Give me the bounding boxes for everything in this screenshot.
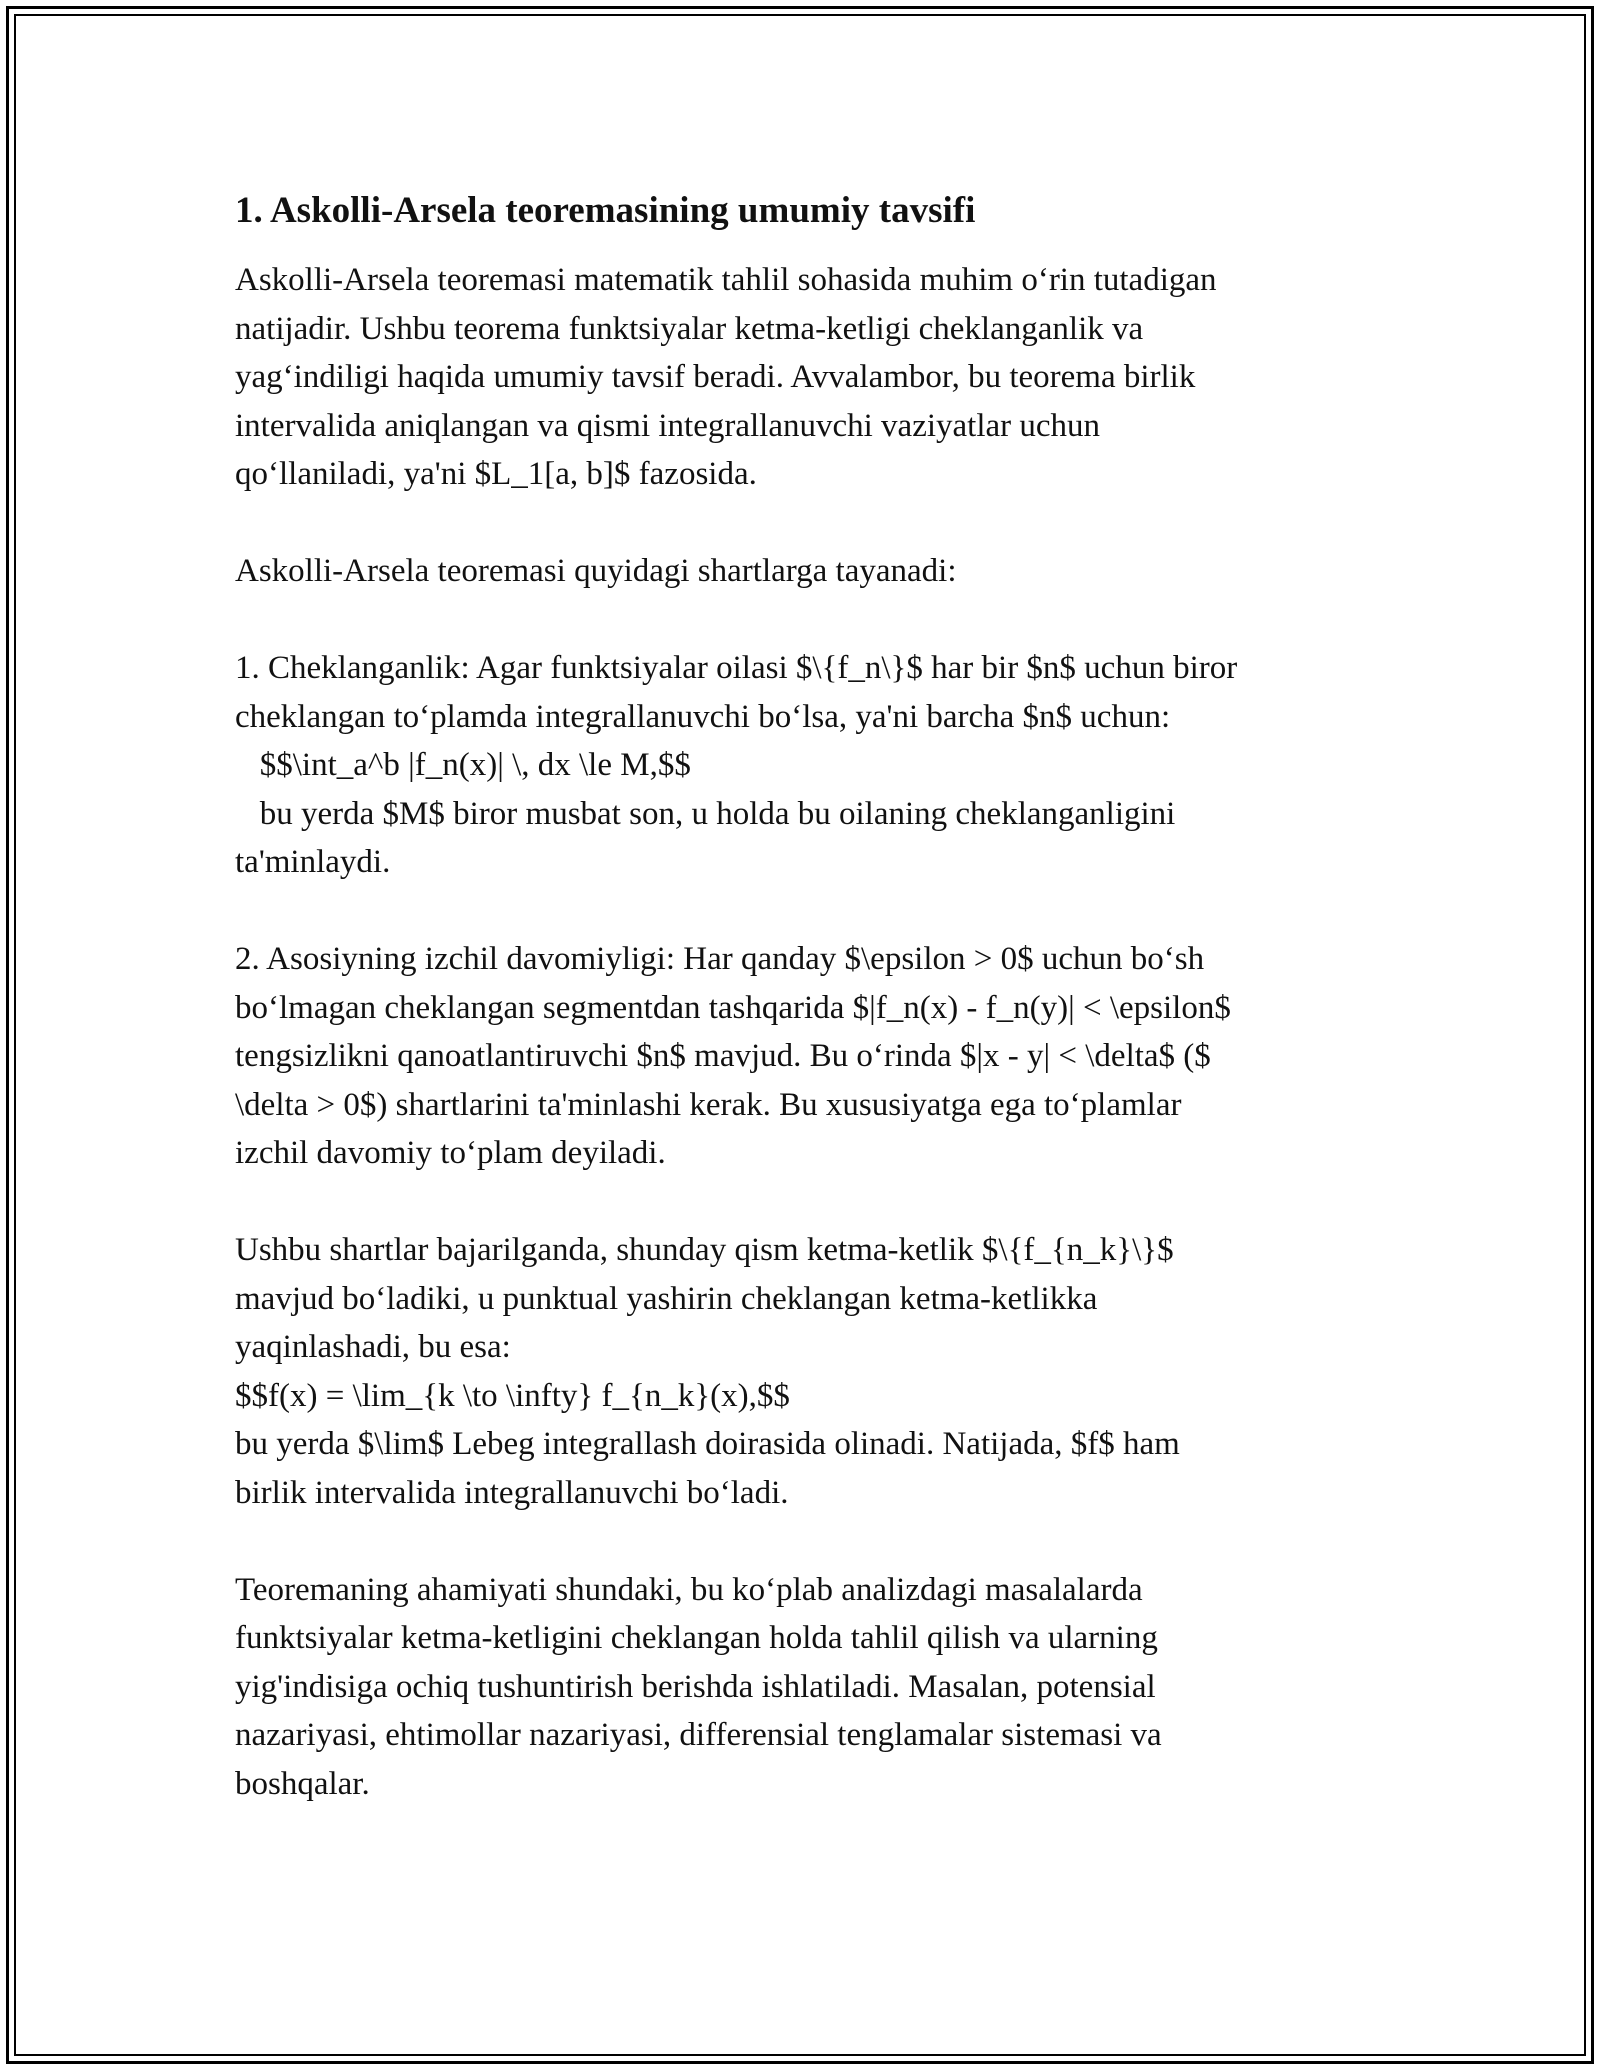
text-line: $$f(x) = \lim_{k \to \infty} f_{n_k}(x),$$ xyxy=(235,1377,790,1414)
text-line: Ushbu shartlar bajarilganda, shunday qism ketma-ketlik $\{f_{n_k}\}$ xyxy=(235,1232,1174,1268)
text-line: cheklangan to‘plamda integrallanuvchi bo‘lsa, ya'ni barcha $n$ uchun: xyxy=(235,698,1171,735)
paragraph xyxy=(235,1226,1385,1517)
text-line: mavjud bo‘ladiki, u punktual yashirin cheklangan ketma-ketlikka xyxy=(235,1280,1098,1317)
text-line: birlik intervalida integrallanuvchi bo‘ladi. xyxy=(235,1474,789,1511)
text-line: Askolli-Arsela teoremasi matematik tahlil sohasida muhim o‘rin tutadigan xyxy=(235,262,1217,298)
text-line: nazariyasi, ehtimollar nazariyasi, differensial tenglamalar sistemasi va xyxy=(235,1717,1162,1753)
text-line: yag‘indiligi haqida umumiy tavsif beradi. Avvalambor, bu teorema birlik xyxy=(235,359,1196,395)
paragraph xyxy=(235,256,1385,499)
text-line: 2. Asosiyning izchil davomiyligi: Har qanday $\epsilon > 0$ uchun bo‘sh xyxy=(235,941,1205,977)
text-line: funktsiyalar ketma-ketligini cheklangan holda tahlil qilish va ularning xyxy=(235,1620,1158,1656)
text-line: boshqalar. xyxy=(235,1765,370,1802)
text-line: intervalida aniqlangan va qismi integrallanuvchi vaziyatlar uchun xyxy=(235,407,1101,444)
document-body xyxy=(235,186,1385,1857)
text-line: $$\int_a^b |f_n(x)| \, dx \le M,$$ xyxy=(235,747,691,783)
text-line: yaqinlashadi, bu esa: xyxy=(235,1329,511,1365)
paragraph xyxy=(235,935,1385,1178)
paragraph xyxy=(235,1566,1385,1809)
text-line: Askolli-Arsela teoremasi quyidagi shartlarga tayanadi: xyxy=(235,553,957,589)
paragraph-list xyxy=(235,256,1385,1808)
text-line: ta'minlaydi. xyxy=(235,844,391,880)
paragraph xyxy=(235,644,1385,887)
section-heading: 1. Askolli-Arsela teoremasining umumiy tavsifi xyxy=(235,190,976,231)
text-line: 1. Cheklanganlik: Agar funktsiyalar oilasi $\{f_n\}$ har bir $n$ uchun biror xyxy=(235,650,1238,686)
text-line: bo‘lmagan cheklangan segmentdan tashqarida $|f_n(x) - f_n(y)| < \epsilon$ xyxy=(235,989,1231,1026)
text-line: natijadir. Ushbu teorema funktsiyalar ketma-ketligi cheklanganlik va xyxy=(235,310,1144,347)
paragraph xyxy=(235,547,1385,596)
text-line: bu yerda $M$ biror musbat son, u holda bu oilaning cheklanganligini xyxy=(235,795,1176,832)
text-line: qo‘llaniladi, ya'ni $L_1[a, b]$ fazosida. xyxy=(235,456,757,492)
text-line: tengsizlikni qanoatlantiruvchi $n$ mavjud. Bu o‘rinda $|x - y| < \delta$ ($ xyxy=(235,1038,1211,1074)
text-line: \delta > 0$) shartlarini ta'minlashi kerak. Bu xususiyatga ega to‘plamlar xyxy=(235,1086,1182,1123)
text-line: Teoremaning ahamiyati shundaki, bu ko‘plab analizdagi masalalarda xyxy=(235,1571,1143,1608)
text-line: yig'indisiga ochiq tushuntirish berishda ishlatiladi. Masalan, potensial xyxy=(235,1668,1156,1705)
text-line: bu yerda $\lim$ Lebeg integrallash doirasida olinadi. Natijada, $f$ ham xyxy=(235,1426,1180,1462)
text-line: izchil davomiy to‘plam deyiladi. xyxy=(235,1135,666,1171)
